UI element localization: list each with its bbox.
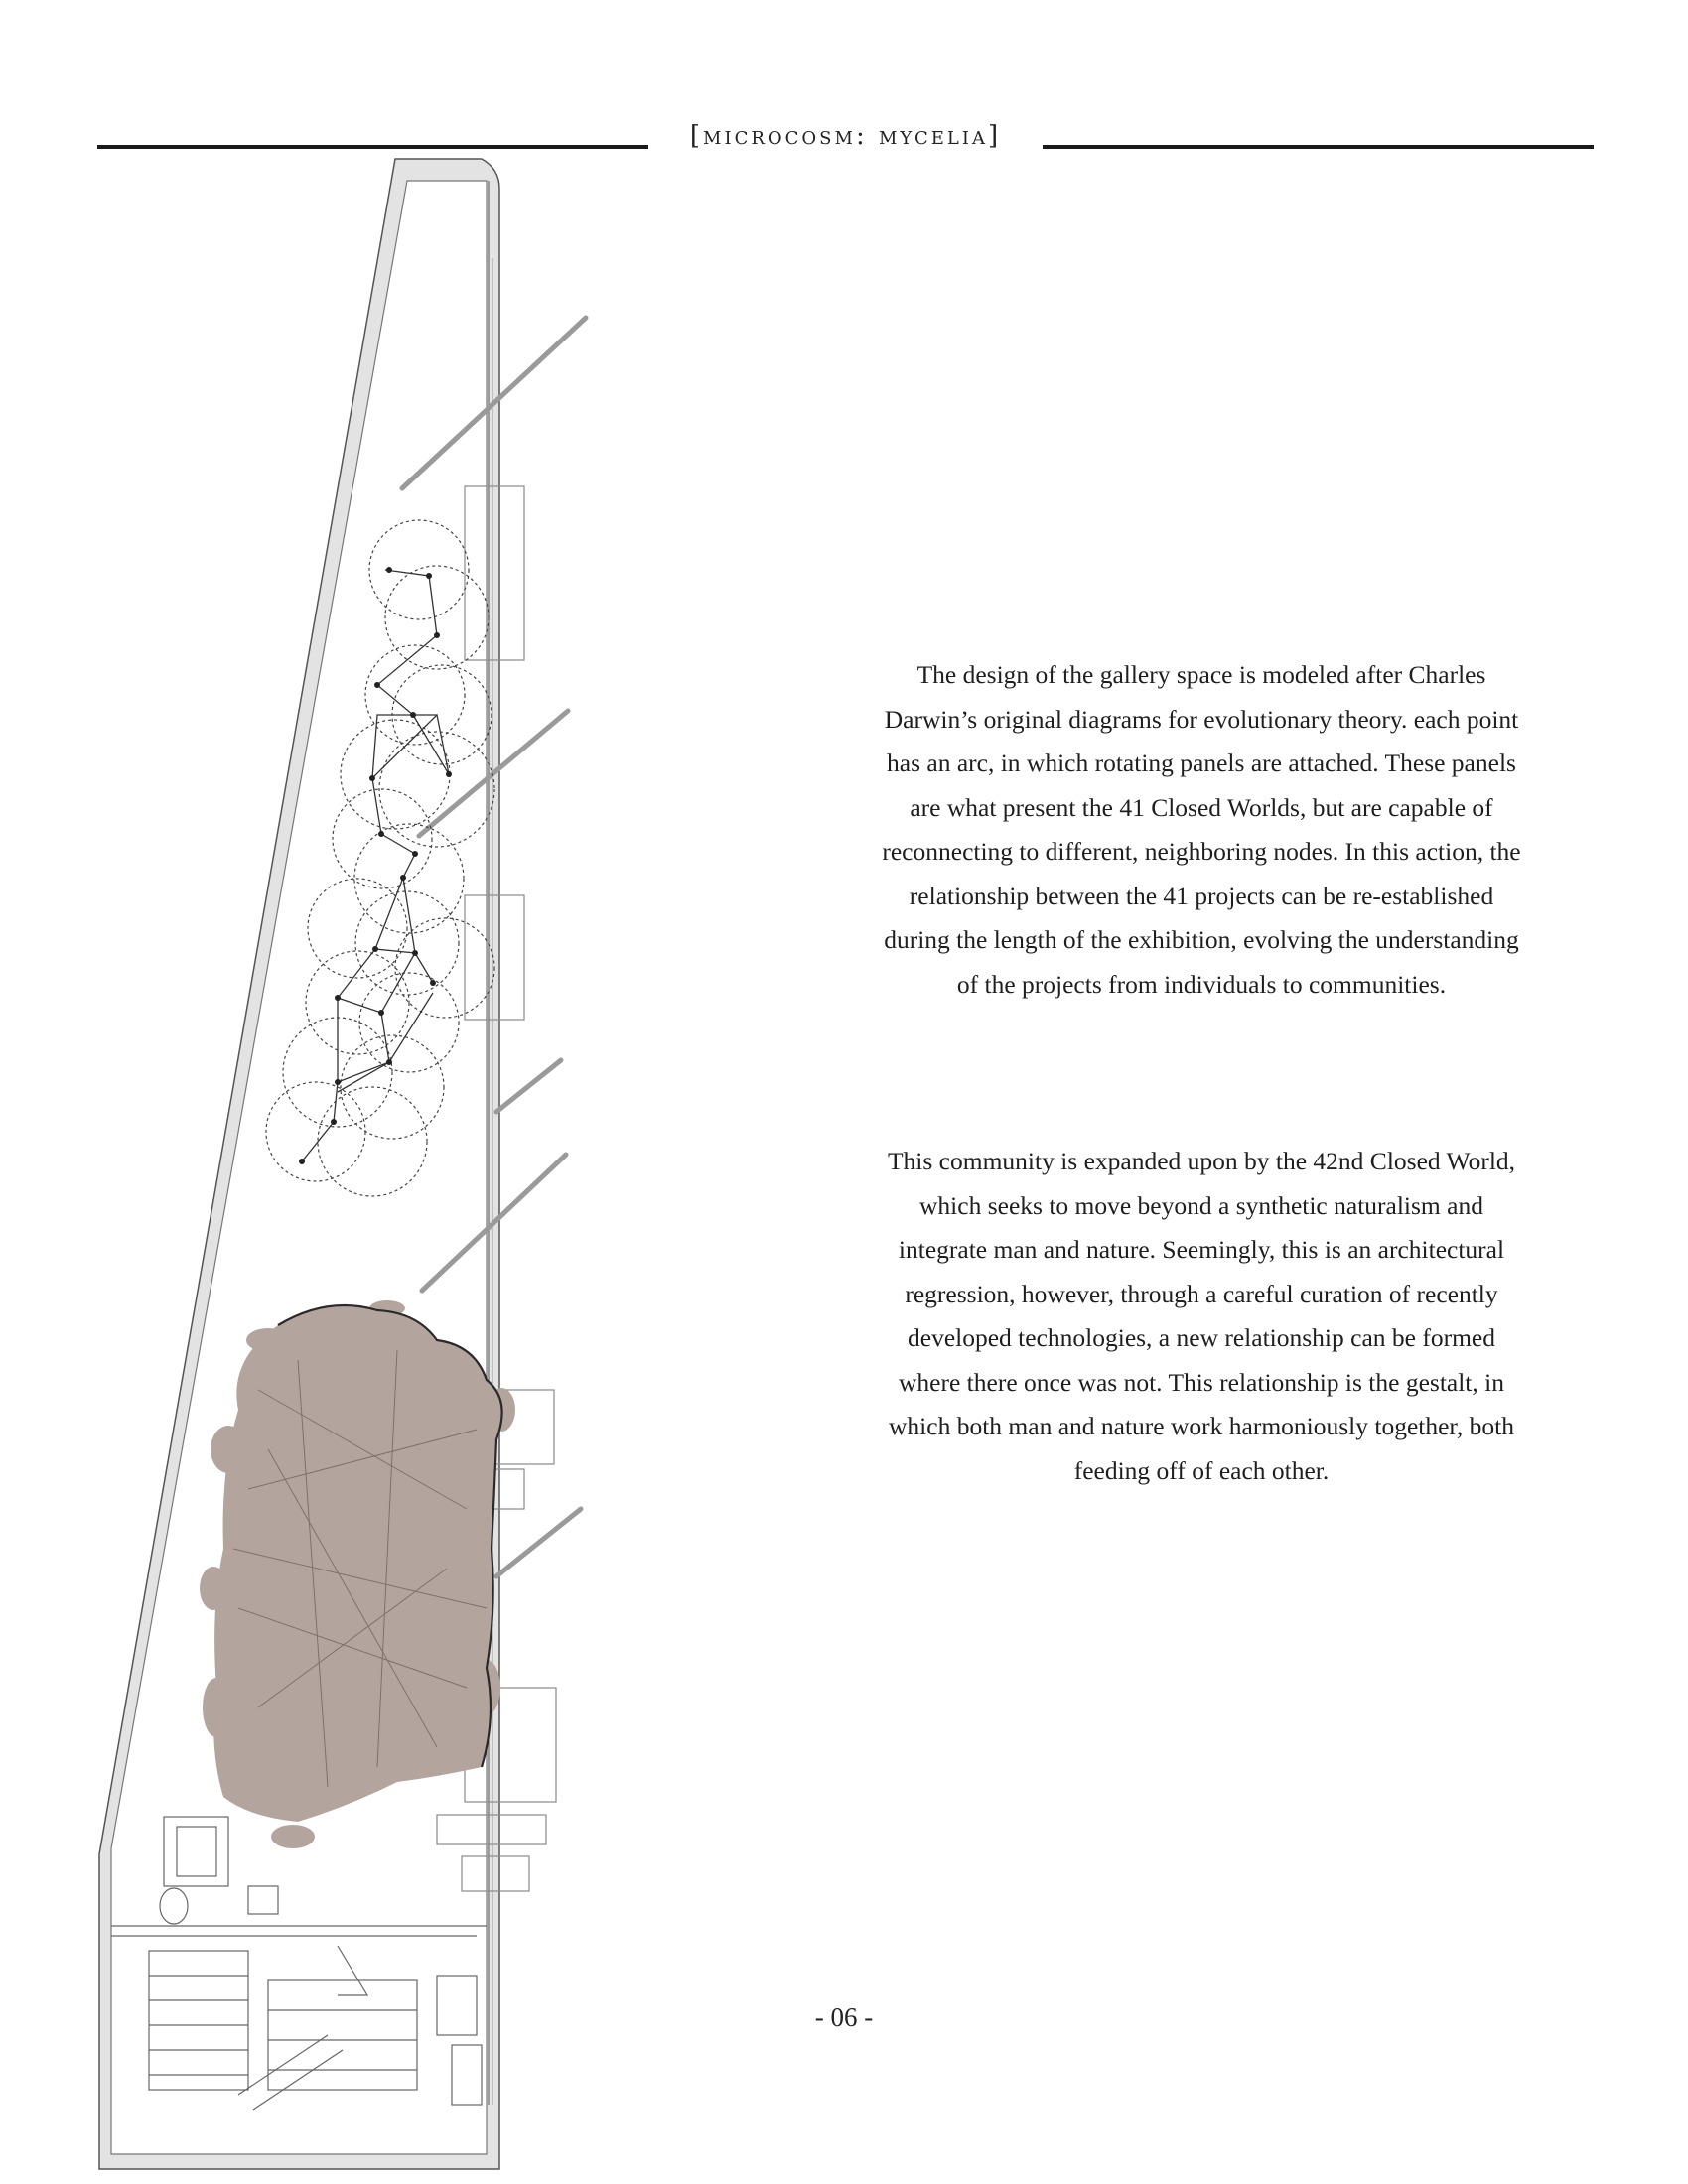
body-paragraph-1: The design of the gallery space is modeled after Charles Darwin’s original diagrams for evolutionary theory. each point has an arc, in which rotating panels are attached. These panels are what present the 41 Closed Worlds, but are capable of reconnecting to different, neighboring nodes. In this action, the relationship between the 41 projects can be re-established during the length of the exhibition, evolving the understanding of the projects from individuals to communities. bbox=[882, 660, 1521, 999]
body-paragraph-2: This community is expanded upon by the 42nd Closed World, which seeks to move beyond a synthetic naturalism and integrate man and nature. Seemingly, this is an architectural regression, however, through a careful curation of recently developed technologies, a new relationship can be formed where there once was not. This relationship is the gestalt, in which both man and nature work harmoniously together, both feeding off of each other. bbox=[887, 1147, 1516, 1485]
plan-interior bbox=[111, 181, 487, 2154]
page-header-title: [microcosm: mycelia] bbox=[689, 121, 1002, 151]
page-number: - 06 - bbox=[814, 2002, 874, 2032]
mycelia-mass bbox=[200, 1300, 515, 1848]
